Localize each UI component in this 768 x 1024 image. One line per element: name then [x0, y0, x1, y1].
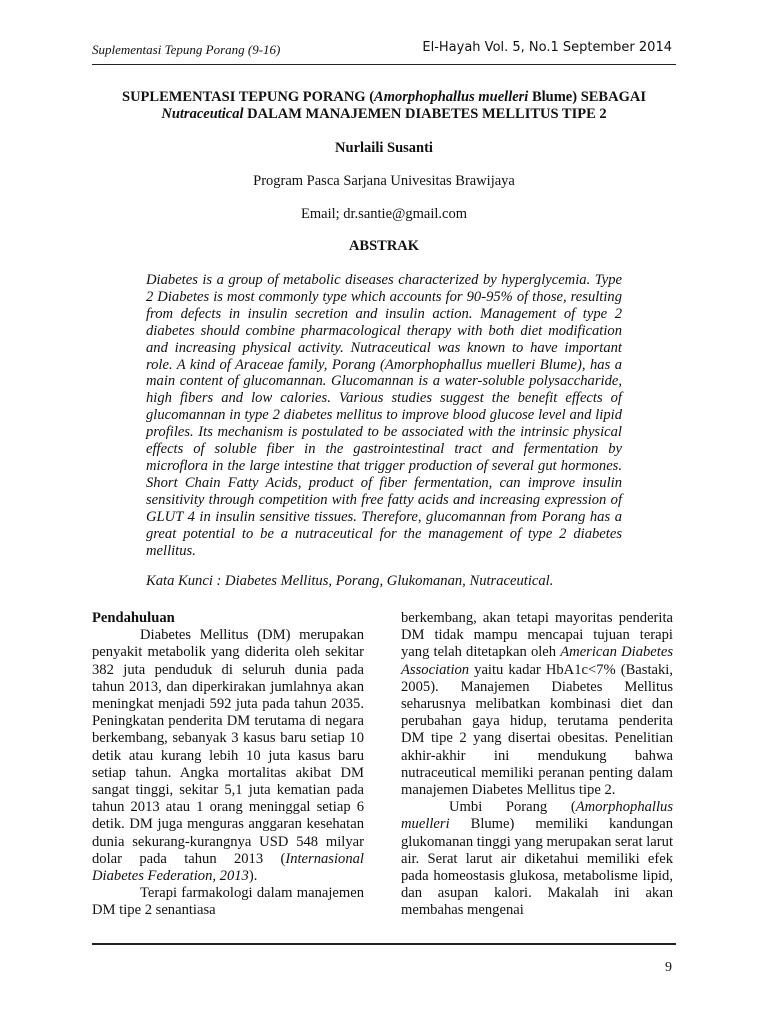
- paragraph-text: Umbi Porang (: [449, 799, 576, 816]
- paragraph-text: yaitu kadar HbA1c<7% (Bastaki, 2005). Manajemen Diabetes Mellitus seharusnya melibatkan kombinasi diet dan perubahan gaya hidup, terutama penderita DM tipe 2 yang disertai obesitas. Penelitian akhir-akhir ini mendukung bahwa nutraceutical memiliki peranan penting dalam manajemen Diabetes Mellitus tipe 2.: [401, 661, 673, 799]
- page-number: 9: [665, 960, 672, 975]
- paragraph-end: ).: [248, 868, 258, 885]
- paragraph-text: berkembang, akan tetapi mayoritas penderita DM tidak mampu mencapai tujuan terapi yang telah ditetapkan oleh: [401, 610, 673, 661]
- organization-name: American Diabetes Association: [401, 644, 673, 678]
- title-line2-a: Nutraceutical: [161, 106, 244, 122]
- abstract-text: Diabetes is a group of metabolic diseases characterized by hyperglycemia. Type 2 Diabetes is most commonly type which accounts for 90-95% of those, resulting from defects in insulin secretion and insulin action. Management of type 2 diabetes should combine pharmacological therapy with both diet modification and increasing physical activity. Nutraceutical was known to have important role. A kind of Araceae family, Porang (Amorphophallus muelleri Blume), has a main content of glucomannan. Glucomannan is a water-soluble polysaccharide, high fibers and low calories. Various studies suggest the benefit effects of glucomannan in type 2 diabetes mellitus to improve blood glucose level and lipid profiles. Its mechanism is postulated to be associated with the intrinsic physical effects of soluble fiber in the gastrointestinal tract and fermentation by microflora in the large intestine that trigger production of several gut hormones. Short Chain Fatty Acids, product of fiber fermentation, can improve insulin sensitivity through competition with free fatty acids and increasing expression of GLUT 4 in insulin sensitive tissues. Therefore, glucomannan from Porang has a great potential to be a nutraceutical for the management of type 2 diabetes mellitus.: [146, 272, 622, 559]
- paragraph: [401, 610, 673, 799]
- keywords: Kata Kunci : Diabetes Mellitus, Porang, Glukomanan, Nutraceutical.: [146, 573, 554, 589]
- footer-divider: [92, 943, 676, 945]
- abstract-heading: ABSTRAK: [348, 238, 420, 254]
- title-line1-c: Blume) SEBAGAI: [528, 89, 646, 105]
- section-heading: Pendahuluan: [92, 610, 175, 626]
- paragraph: [401, 799, 673, 919]
- paragraph-text: Blume) memiliki kandungan glukomanan tinggi yang merupakan serat larut air. Serat larut air diketahui memiliki efek pada homeostasis glukosa, metabolisme lipid, dan asupan kalori. Makalah ini akan membahas mengenai: [401, 816, 673, 919]
- affiliation: Program Pasca Sarjana Univesitas Brawijaya: [253, 173, 515, 189]
- author-email: Email; dr.santie@gmail.com: [301, 206, 467, 222]
- paragraph: [92, 627, 364, 885]
- title-line1-a: SUPLEMENTASI TEPUNG PORANG (: [122, 89, 375, 105]
- paper-title: [92, 89, 676, 123]
- species-name: Amorphophallus muelleri: [401, 799, 673, 833]
- body-column-right: [401, 610, 673, 920]
- running-header-right: El-Hayah Vol. 5, No.1 September 2014: [422, 40, 672, 55]
- header-divider: [92, 64, 676, 65]
- body-column-left: [92, 610, 364, 920]
- author-name: Nurlaili Susanti: [335, 140, 433, 156]
- title-species: Amorphophallus muelleri: [374, 89, 529, 105]
- paragraph-text: Diabetes Mellitus (DM) merupakan penyakit metabolik yang diderita oleh sekitar 382 juta penduduk di seluruh dunia pada tahun 2013, dan diperkirakan jumlahnya akan meningkat menjadi 592 juta pada tahun 2035. Peningkatan penderita DM terutama di negara berkembang, sebanyak 3 kasus baru setiap 10 detik atau kurang lebih 10 juta kasus baru setiap tahun. Angka mortalitas akibat DM sangat tinggi, sekitar 5,1 juta kematian pada tahun 2013 atau 1 orang meninggal setiap 6 detik. DM juga menguras anggaran kesehatan dunia sekurang-kurangnya USD 548 milyar dolar pada tahun 2013 (: [92, 627, 364, 867]
- paragraph: Terapi farmakologi dalam manajemen DM tipe 2 senantiasa: [92, 885, 364, 919]
- citation: Internasional Diabetes Federation, 2013: [92, 850, 364, 885]
- title-line2-b: DALAM MANAJEMEN DIABETES MELLITUS TIPE 2: [243, 106, 607, 122]
- running-header-left: Suplementasi Tepung Porang (9-16): [92, 42, 281, 57]
